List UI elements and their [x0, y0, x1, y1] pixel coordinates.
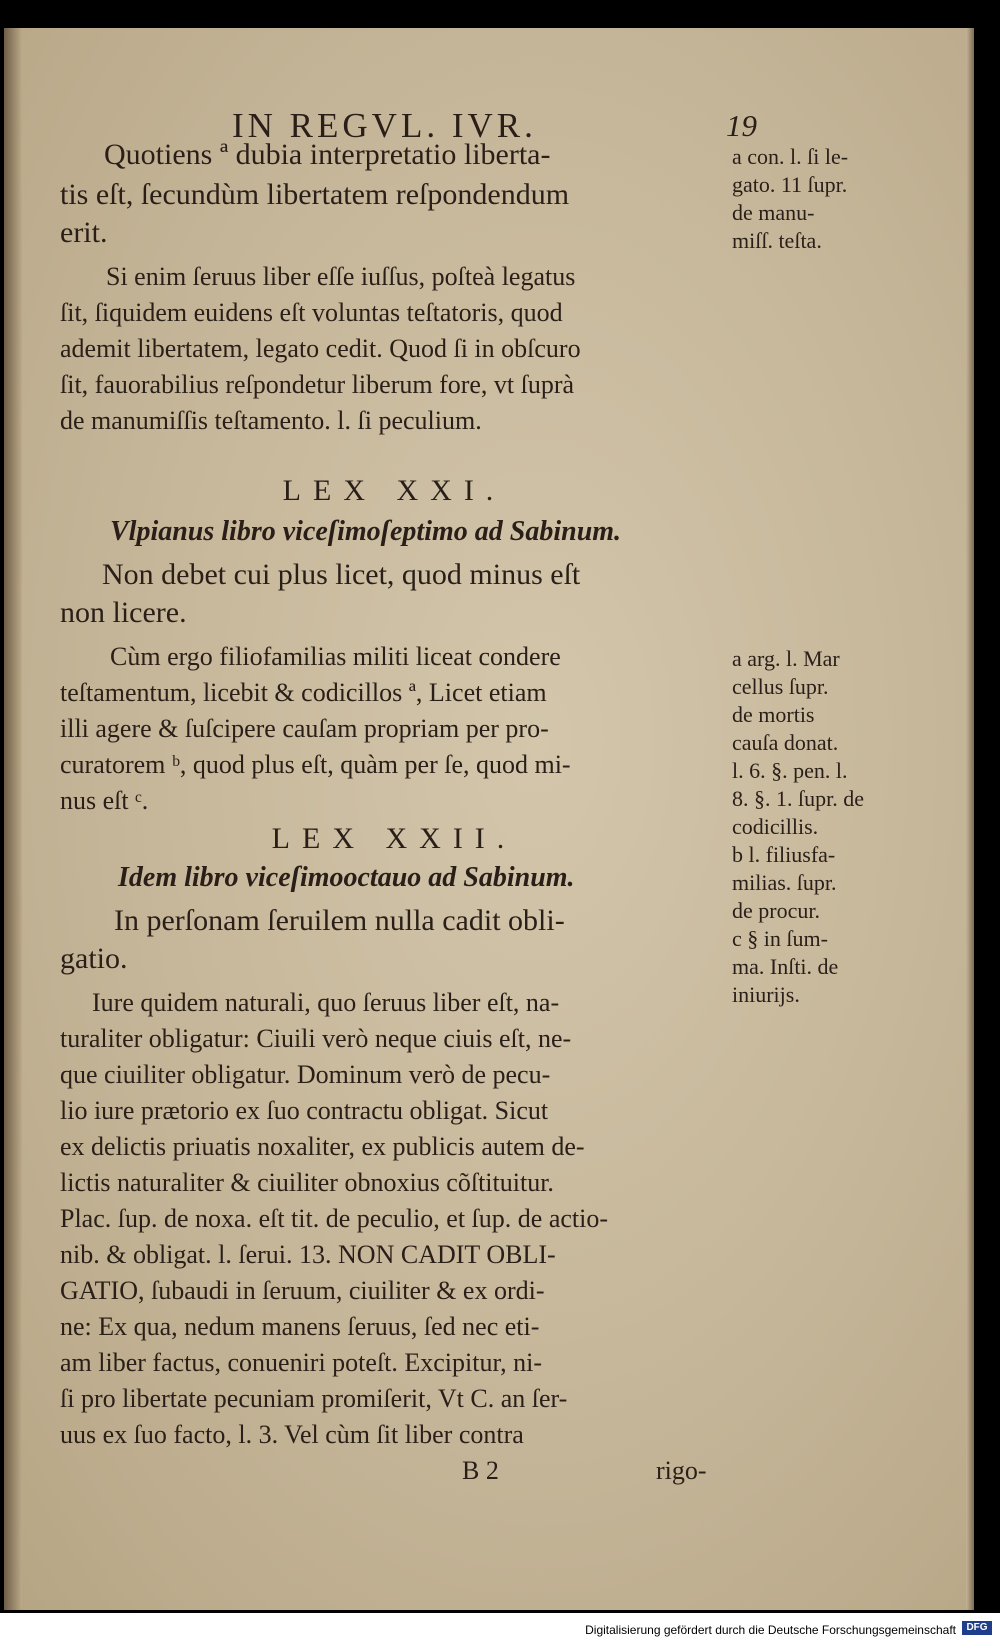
margin-note-line: de manu-: [732, 200, 815, 225]
margin-note-line: cauſa donat.: [732, 730, 839, 755]
margin-note-line: gato. 11 ſupr.: [732, 172, 848, 197]
digitization-footer: [0, 1613, 1000, 1643]
text-line: ſi pro libertate pecuniam promiſerit, Vt C. an ſer-: [60, 1384, 568, 1413]
text-line: ſit, fauorabilius reſpondetur liberum fore, vt ſuprà: [60, 370, 575, 399]
section-heading: LEX XXI.: [282, 474, 506, 507]
text-line: uus ex ſuo facto, l. 3. Vel cùm ſit liber contra: [60, 1420, 524, 1449]
section-subheading: Vlpianus libro viceſimoſeptimo ad Sabinum.: [110, 516, 622, 547]
text-line: tis eſt, ſecundùm libertatem reſpondendum: [60, 178, 570, 211]
margin-note-line: ma. Inſti. de: [732, 954, 839, 979]
margin-note-line: l. 6. §. pen. l.: [732, 758, 848, 783]
margin-note-line: 8. §. 1. ſupr. de: [732, 786, 864, 811]
text-line: ex delictis priuatis noxaliter, ex publicis autem de-: [60, 1132, 585, 1161]
dfg-logo: DFG: [962, 1621, 992, 1635]
text-line: In perſonam ſeruilem nulla cadit obli-: [114, 904, 565, 937]
text-line: gatio.: [60, 942, 128, 975]
text-line: ademit libertatem, legato cedit. Quod ſi in obſcuro: [60, 334, 581, 363]
text-line: curatorem ᵇ, quod plus eſt, quàm per ſe, quod mi-: [60, 750, 571, 779]
running-head: IN REGVL. IVR.: [232, 106, 537, 145]
margin-note-line: milias. ſupr.: [732, 870, 837, 895]
text-line: Si enim ſeruus liber eſſe iuſſus, poſteà legatus: [106, 262, 576, 291]
margin-note-line: a arg. l. Mar: [732, 646, 840, 671]
text-line: de manumiſſis teſtamento. l. ſi peculium.: [60, 406, 482, 435]
text-line: non licere.: [60, 596, 187, 629]
margin-note-line: iniurijs.: [732, 982, 800, 1007]
book-page: [4, 28, 974, 1610]
page-number: 19: [726, 108, 757, 143]
text-line: Quotiens ª dubia interpretatio liberta-: [104, 138, 551, 171]
margin-note-line: de mortis: [732, 702, 815, 727]
section-heading: LEX XXII.: [271, 822, 517, 855]
text-line: ne: Ex qua, nedum manens ſeruus, ſed nec eti-: [60, 1312, 540, 1341]
text-line: turaliter obligatur: Ciuili verò neque ciuis eſt, ne-: [60, 1024, 572, 1053]
text-line: Plac. ſup. de noxa. eſt tit. de peculio, et ſup. de actio-: [60, 1204, 609, 1233]
margin-note-line: b l. filiusfa-: [732, 842, 836, 867]
text-line: nib. & obligat. l. ſerui. 13. NON CADIT OBLI-: [60, 1240, 556, 1269]
text-line: lio iure prætorio ex ſuo contractu obligat. Sicut: [60, 1096, 549, 1125]
margin-note-line: miſſ. teſta.: [732, 228, 822, 253]
margin-note-line: cellus ſupr.: [732, 674, 829, 699]
page-spine-shadow: [4, 28, 22, 1610]
text-line: erit.: [60, 216, 108, 249]
footer-credit: Digitalisierung gefördert durch die Deutsche Forschungsgemeinschaft: [585, 1623, 956, 1637]
text-line: Iure quidem naturali, quo ſeruus liber eſt, na-: [92, 988, 560, 1017]
text-line: que ciuiliter obligatur. Dominum verò de pecu-: [60, 1060, 551, 1089]
catchword: rigo-: [656, 1456, 707, 1485]
text-line: ſit, ſiquidem euidens eſt voluntas teſtatoris, quod: [60, 298, 563, 327]
text-line: am liber factus, conueniri poteſt. Excipitur, ni-: [60, 1348, 542, 1377]
text-line: Cùm ergo filiofamilias militi liceat condere: [110, 642, 561, 671]
text-line: teſtamentum, licebit & codicillos ª, Licet etiam: [60, 678, 547, 707]
margin-note-line: de procur.: [732, 898, 820, 923]
margin-note-line: codicillis.: [732, 814, 819, 839]
text-line: lictis naturaliter & ciuiliter obnoxius cõſtituitur.: [60, 1168, 554, 1197]
signature-mark: B 2: [462, 1456, 499, 1485]
margin-note-line: c § in ſum-: [732, 926, 828, 951]
section-subheading: Idem libro viceſimooctauo ad Sabinum.: [118, 862, 575, 893]
page-edge-shadow: [966, 28, 974, 1610]
text-line: nus eſt ᶜ.: [60, 786, 149, 815]
text-line: Non debet cui plus licet, quod minus eſt: [102, 558, 581, 591]
text-line: GATIO, ſubaudi in ſeruum, ciuiliter & ex ordi-: [60, 1276, 545, 1305]
text-line: illi agere & ſuſcipere cauſam propriam per pro-: [60, 714, 549, 743]
margin-note-line: a con. l. ſi le-: [732, 144, 849, 169]
